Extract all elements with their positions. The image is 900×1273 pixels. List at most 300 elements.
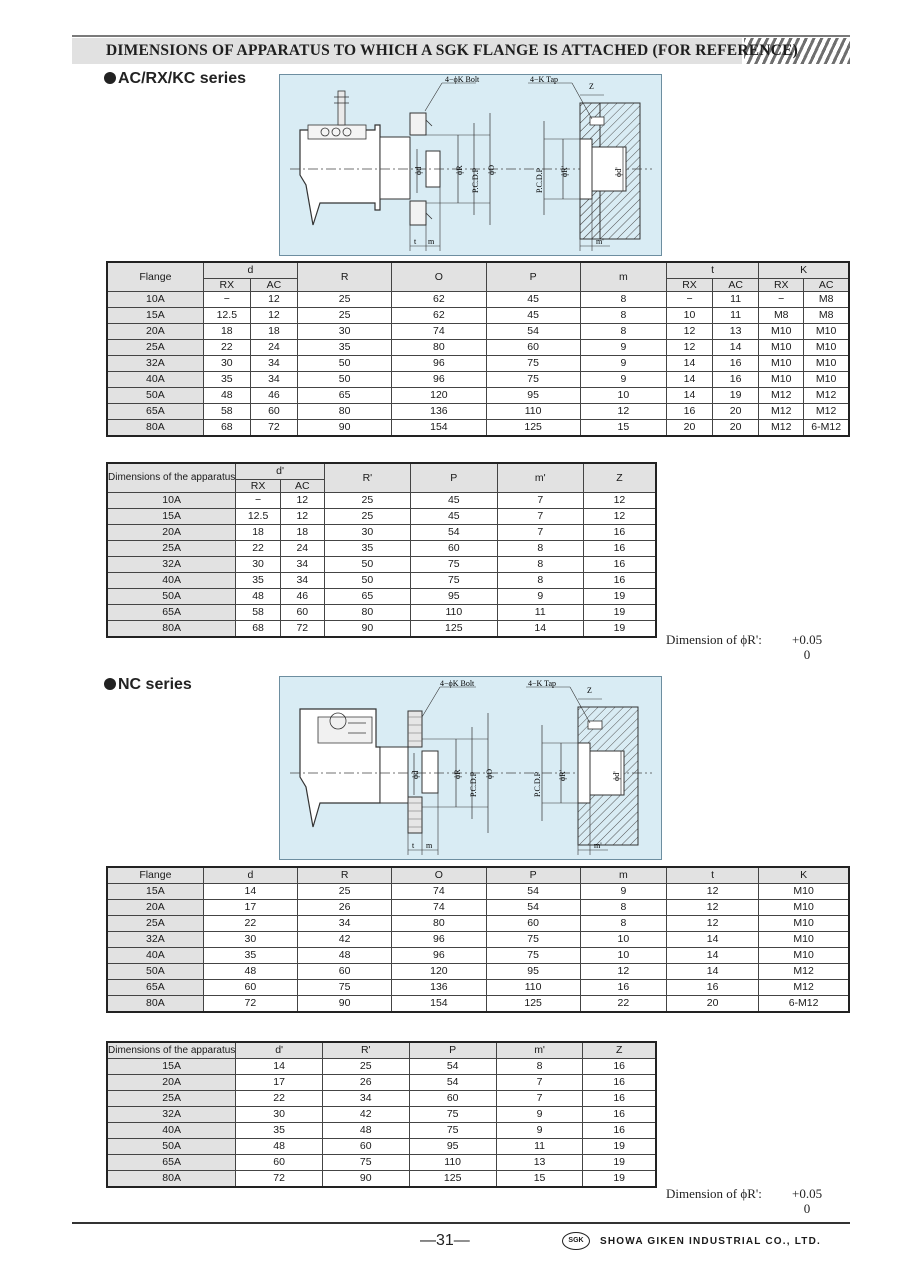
table-cell: 24 <box>280 541 324 557</box>
table-cell: 26 <box>298 900 392 916</box>
table-cell: 19 <box>713 388 759 404</box>
table-cell: 75 <box>486 932 580 948</box>
table-cell: 60 <box>280 605 324 621</box>
acrx-m2-label: m' <box>596 237 604 246</box>
acrx-flange-header-row <box>107 262 849 279</box>
table-cell: 12 <box>666 916 758 932</box>
table-cell: 8 <box>580 916 666 932</box>
row-label-cell: 80A <box>107 996 203 1013</box>
row-label-cell: 65A <box>107 980 203 996</box>
table-cell: 58 <box>203 404 250 420</box>
nc-diagram-drawing <box>280 677 661 859</box>
table-cell: M10 <box>804 372 849 388</box>
table-cell: 75 <box>410 573 497 589</box>
table-cell: 42 <box>322 1107 409 1123</box>
table-cell: 80 <box>324 605 410 621</box>
col-m: m <box>580 262 666 292</box>
row-label-cell: 20A <box>107 324 203 340</box>
table-cell: M12 <box>759 388 804 404</box>
table-cell: 30 <box>236 557 281 573</box>
table-cell: 42 <box>298 932 392 948</box>
nc-flange-header-row <box>107 867 849 884</box>
table-cell: 8 <box>497 573 583 589</box>
table-row <box>107 621 656 638</box>
table-cell: 25 <box>298 292 392 308</box>
table-cell: M12 <box>759 964 849 980</box>
table-cell: 6-M12 <box>804 420 849 437</box>
table-cell: 50 <box>298 372 392 388</box>
table-cell: 75 <box>486 372 580 388</box>
table-cell: 12 <box>250 308 297 324</box>
table-cell: 154 <box>392 420 486 437</box>
nc-series-heading <box>104 676 192 694</box>
nc-tolerance-upper: +0.05 <box>792 1186 823 1201</box>
table-cell: 95 <box>486 964 580 980</box>
table-cell: 35 <box>203 372 250 388</box>
table-cell: 30 <box>324 525 410 541</box>
table-cell: 45 <box>486 292 580 308</box>
table-row <box>107 541 656 557</box>
col-m: m <box>580 867 666 884</box>
table-cell: 25 <box>324 493 410 509</box>
table-cell: 14 <box>666 948 758 964</box>
acrx-z-label: Z <box>589 82 594 91</box>
table-cell: 16 <box>583 1123 656 1139</box>
table-cell: M12 <box>804 388 849 404</box>
nc-tolerance-lower: 0 <box>803 1201 811 1216</box>
table-row <box>107 1171 656 1188</box>
table-cell: 14 <box>203 884 297 900</box>
bullet-icon <box>104 72 116 84</box>
table-cell: − <box>666 292 712 308</box>
table-cell: 24 <box>250 340 297 356</box>
table-cell: 16 <box>583 573 656 589</box>
nc-tolerance-values <box>792 1186 822 1216</box>
table-cell: 14 <box>666 388 712 404</box>
row-label-cell: 40A <box>107 1123 236 1139</box>
table-cell: 95 <box>410 589 497 605</box>
row-label-cell: 25A <box>107 340 203 356</box>
table-cell: 72 <box>203 996 297 1013</box>
table-row <box>107 1107 656 1123</box>
table-cell: M10 <box>804 356 849 372</box>
acrx-tolerance-values <box>792 632 822 662</box>
nc-r2-label: ϕR' <box>558 770 567 781</box>
col-flange: Flange <box>107 262 203 292</box>
row-label-cell: 25A <box>107 541 236 557</box>
acrx-r2-label: ϕR' <box>560 166 569 177</box>
table-cell: 68 <box>203 420 250 437</box>
table-cell: 80 <box>392 916 486 932</box>
table-cell: 16 <box>583 557 656 573</box>
table-cell: 9 <box>580 340 666 356</box>
table-row <box>107 324 849 340</box>
acrx-t-label: t <box>414 237 417 246</box>
col-m2: m' <box>497 463 583 493</box>
table-cell: 75 <box>322 1155 409 1171</box>
table-cell: M10 <box>804 324 849 340</box>
acrx-pcd-label: P.C.D.P <box>471 167 480 193</box>
table-cell: 10 <box>580 932 666 948</box>
table-cell: 20 <box>666 996 758 1013</box>
table-cell: 8 <box>580 900 666 916</box>
col-r2: R' <box>324 463 410 493</box>
table-cell: 95 <box>409 1139 496 1155</box>
title-bar <box>72 38 850 64</box>
table-cell: 74 <box>392 324 486 340</box>
nc-flange-body <box>107 884 849 1013</box>
table-row <box>107 404 849 420</box>
row-label-cell: 32A <box>107 1107 236 1123</box>
table-cell: 7 <box>497 493 583 509</box>
table-cell: 60 <box>486 916 580 932</box>
row-label-cell: 25A <box>107 916 203 932</box>
col-d: d <box>203 867 297 884</box>
table-cell: 48 <box>298 948 392 964</box>
table-cell: 10 <box>666 308 712 324</box>
acrx-d-label: ϕd <box>414 166 423 175</box>
bullet-icon <box>104 678 116 690</box>
nc-t-label: t <box>412 841 415 850</box>
footer-rule <box>72 1222 850 1224</box>
table-cell: M10 <box>759 340 804 356</box>
col-p: P <box>410 463 497 493</box>
table-cell: 110 <box>410 605 497 621</box>
table-cell: 90 <box>322 1171 409 1188</box>
table-cell: 22 <box>203 340 250 356</box>
table-cell: 96 <box>392 372 486 388</box>
table-cell: 25 <box>324 509 410 525</box>
col-k: K <box>759 867 849 884</box>
table-row <box>107 884 849 900</box>
row-label-cell: 65A <box>107 605 236 621</box>
table-cell: 75 <box>410 557 497 573</box>
table-cell: 75 <box>486 948 580 964</box>
nc-z-label: Z <box>587 686 592 695</box>
table-cell: 136 <box>392 404 486 420</box>
row-label-cell: 50A <box>107 388 203 404</box>
table-cell: 60 <box>410 541 497 557</box>
table-cell: 25 <box>298 308 392 324</box>
acrx-r-label: ϕR <box>455 165 464 175</box>
acrx-apparatus-table <box>106 462 657 638</box>
nc-m-label: m <box>426 841 433 850</box>
table-cell: 22 <box>236 1091 323 1107</box>
nc-flange-table <box>106 866 850 1013</box>
table-cell: 14 <box>666 356 712 372</box>
table-cell: 75 <box>486 356 580 372</box>
row-label-cell: 15A <box>107 509 236 525</box>
table-cell: 17 <box>236 1075 323 1091</box>
table-cell: 14 <box>497 621 583 638</box>
table-cell: 9 <box>580 884 666 900</box>
nc-tolerance-note <box>666 1186 823 1216</box>
table-cell: M10 <box>759 372 804 388</box>
table-row <box>107 1155 656 1171</box>
col-k-rx: RX <box>759 279 804 292</box>
table-cell: 54 <box>409 1075 496 1091</box>
table-cell: 110 <box>486 980 580 996</box>
table-cell: 7 <box>497 525 583 541</box>
table-cell: 62 <box>392 292 486 308</box>
row-label-cell: 40A <box>107 573 236 589</box>
col-flange: Flange <box>107 867 203 884</box>
table-cell: 46 <box>280 589 324 605</box>
table-cell: 54 <box>486 884 580 900</box>
row-label-cell: 20A <box>107 525 236 541</box>
table-cell: 110 <box>486 404 580 420</box>
row-label-cell: 32A <box>107 557 236 573</box>
table-row <box>107 356 849 372</box>
table-cell: M10 <box>759 932 849 948</box>
table-cell: 9 <box>580 356 666 372</box>
table-cell: 48 <box>236 1139 323 1155</box>
nc-apparatus-body <box>107 1059 656 1188</box>
row-label-cell: 40A <box>107 372 203 388</box>
table-cell: 26 <box>322 1075 409 1091</box>
row-label-cell: 80A <box>107 621 236 638</box>
table-cell: 9 <box>580 372 666 388</box>
table-row <box>107 589 656 605</box>
table-cell: 9 <box>496 1107 583 1123</box>
table-cell: 110 <box>409 1155 496 1171</box>
row-label-cell: 32A <box>107 356 203 372</box>
col-p: P <box>486 867 580 884</box>
table-cell: M10 <box>759 916 849 932</box>
table-cell: 48 <box>322 1123 409 1139</box>
table-cell: 22 <box>580 996 666 1013</box>
table-cell: 11 <box>496 1139 583 1155</box>
acrx-tolerance-label: Dimension of ϕR': <box>666 632 762 647</box>
acrx-series-title: AC/RX/KC series <box>118 70 247 87</box>
acrx-o-label: ϕO <box>487 165 496 175</box>
acrx-tolerance-note <box>666 632 823 662</box>
table-row <box>107 605 656 621</box>
table-row <box>107 1059 656 1075</box>
table-cell: 45 <box>410 493 497 509</box>
table-cell: 62 <box>392 308 486 324</box>
nc-d-label: ϕd <box>411 770 420 779</box>
table-cell: 72 <box>250 420 297 437</box>
table-cell: M10 <box>759 948 849 964</box>
table-row <box>107 573 656 589</box>
table-cell: 15 <box>496 1171 583 1188</box>
table-cell: 65 <box>324 589 410 605</box>
nc-apparatus-table <box>106 1041 657 1188</box>
table-cell: 72 <box>280 621 324 638</box>
table-cell: 22 <box>236 541 281 557</box>
nc-o-label: ϕO <box>485 769 494 779</box>
col-d: d <box>203 262 297 279</box>
table-cell: 12 <box>280 493 324 509</box>
acrx-d2-label: ϕd' <box>614 167 623 177</box>
nc-pcd-label: P.C.D.P <box>469 771 478 797</box>
table-cell: 75 <box>409 1123 496 1139</box>
table-row <box>107 340 849 356</box>
table-row <box>107 372 849 388</box>
table-cell: 11 <box>497 605 583 621</box>
table-cell: 8 <box>497 541 583 557</box>
acrx-tolerance-upper: +0.05 <box>792 632 823 647</box>
table-cell: 154 <box>392 996 486 1013</box>
table-cell: 60 <box>409 1091 496 1107</box>
table-cell: 48 <box>203 964 297 980</box>
nc-r-label: ϕR <box>453 769 462 779</box>
table-row <box>107 996 849 1013</box>
table-cell: 34 <box>280 573 324 589</box>
table-cell: 12 <box>666 324 712 340</box>
table-cell: 96 <box>392 356 486 372</box>
table-cell: 9 <box>496 1123 583 1139</box>
table-cell: 60 <box>250 404 297 420</box>
col-dimensions: Dimensions of the apparatus <box>107 1042 236 1059</box>
table-cell: 90 <box>324 621 410 638</box>
table-cell: 34 <box>250 372 297 388</box>
table-cell: 30 <box>298 324 392 340</box>
table-cell: 18 <box>236 525 281 541</box>
table-cell: 8 <box>497 557 583 573</box>
table-cell: 125 <box>486 996 580 1013</box>
acrx-tolerance-lower: 0 <box>803 647 811 662</box>
table-cell: M8 <box>759 308 804 324</box>
nc-diagram <box>279 676 662 860</box>
table-cell: 65 <box>298 388 392 404</box>
table-cell: 7 <box>496 1091 583 1107</box>
table-cell: 6-M12 <box>759 996 849 1013</box>
acrx-flange-table <box>106 261 850 437</box>
table-cell: 60 <box>322 1139 409 1155</box>
table-cell: 10 <box>580 388 666 404</box>
col-p: P <box>409 1042 496 1059</box>
table-cell: 120 <box>392 388 486 404</box>
table-row <box>107 1139 656 1155</box>
table-cell: 10 <box>580 948 666 964</box>
table-cell: 12 <box>580 964 666 980</box>
table-row <box>107 948 849 964</box>
acrx-pcd-right-label: P.C.D.P <box>535 167 544 193</box>
table-cell: 34 <box>280 557 324 573</box>
col-d2-rx: RX <box>236 480 281 493</box>
table-row <box>107 525 656 541</box>
nc-bolt-label: 4−ϕK Bolt <box>440 679 475 688</box>
col-k-ac: AC <box>804 279 849 292</box>
table-cell: 50 <box>324 573 410 589</box>
table-cell: 35 <box>236 1123 323 1139</box>
table-cell: 20 <box>666 420 712 437</box>
row-label-cell: 80A <box>107 420 203 437</box>
nc-m2-label: m' <box>594 841 602 850</box>
table-cell: M12 <box>804 404 849 420</box>
row-label-cell: 10A <box>107 292 203 308</box>
col-m2: m' <box>496 1042 583 1059</box>
table-cell: 45 <box>486 308 580 324</box>
table-cell: M8 <box>804 308 849 324</box>
table-cell: 14 <box>666 964 758 980</box>
table-cell: M10 <box>759 900 849 916</box>
row-label-cell: 25A <box>107 1091 236 1107</box>
table-cell: 60 <box>298 964 392 980</box>
col-r2: R' <box>322 1042 409 1059</box>
company-name: SHOWA GIKEN INDUSTRIAL CO., LTD. <box>600 1236 821 1247</box>
table-cell: 60 <box>486 340 580 356</box>
row-label-cell: 65A <box>107 404 203 420</box>
table-cell: 7 <box>497 509 583 525</box>
acrx-diagram-drawing <box>280 75 661 255</box>
table-cell: 12 <box>666 340 712 356</box>
table-cell: 19 <box>583 1155 656 1171</box>
table-cell: 13 <box>496 1155 583 1171</box>
acrx-diagram <box>279 74 662 256</box>
col-r: R <box>298 262 392 292</box>
table-cell: 34 <box>250 356 297 372</box>
table-cell: 30 <box>203 932 297 948</box>
page-title: DIMENSIONS OF APPARATUS TO WHICH A SGK FLANGE IS ATTACHED (FOR REFERENCE) <box>106 42 798 59</box>
nc-tap-label: 4−K Tap <box>528 679 557 688</box>
table-cell: 25 <box>322 1059 409 1075</box>
table-row <box>107 1091 656 1107</box>
table-cell: 34 <box>322 1091 409 1107</box>
col-d-ac: AC <box>250 279 297 292</box>
col-d2: d' <box>236 463 325 480</box>
row-label-cell: 50A <box>107 589 236 605</box>
table-cell: 19 <box>583 621 656 638</box>
acrx-series-heading <box>104 70 246 88</box>
acrx-apparatus-body <box>107 493 656 638</box>
row-label-cell: 80A <box>107 1171 236 1188</box>
table-cell: 125 <box>410 621 497 638</box>
table-cell: 12 <box>583 509 656 525</box>
acrx-flange-body <box>107 292 849 437</box>
table-cell: 35 <box>324 541 410 557</box>
table-cell: 8 <box>580 308 666 324</box>
nc-series-title: NC series <box>118 676 192 693</box>
table-cell: 16 <box>583 1107 656 1123</box>
nc-apparatus-header-row <box>107 1042 656 1059</box>
table-cell: 54 <box>410 525 497 541</box>
row-label-cell: 50A <box>107 964 203 980</box>
table-cell: 17 <box>203 900 297 916</box>
table-row <box>107 388 849 404</box>
table-cell: − <box>759 292 804 308</box>
acrx-m-label: m <box>428 237 435 246</box>
table-row <box>107 308 849 324</box>
table-cell: 16 <box>713 372 759 388</box>
table-cell: M10 <box>759 324 804 340</box>
col-d-rx: RX <box>203 279 250 292</box>
table-cell: 120 <box>392 964 486 980</box>
table-cell: 30 <box>236 1107 323 1123</box>
table-cell: 50 <box>298 356 392 372</box>
table-cell: 18 <box>250 324 297 340</box>
table-cell: 72 <box>236 1171 323 1188</box>
col-o: O <box>392 867 486 884</box>
table-cell: 54 <box>486 900 580 916</box>
table-cell: 14 <box>713 340 759 356</box>
table-cell: 14 <box>666 372 712 388</box>
table-row <box>107 292 849 308</box>
table-cell: 19 <box>583 605 656 621</box>
sgk-logo: SGK <box>562 1232 590 1250</box>
table-row <box>107 1123 656 1139</box>
table-row <box>107 916 849 932</box>
col-t-rx: RX <box>666 279 712 292</box>
table-cell: 12 <box>580 404 666 420</box>
col-d2-ac: AC <box>280 480 324 493</box>
table-row <box>107 900 849 916</box>
table-cell: M10 <box>759 884 849 900</box>
table-cell: M8 <box>804 292 849 308</box>
table-cell: 46 <box>250 388 297 404</box>
